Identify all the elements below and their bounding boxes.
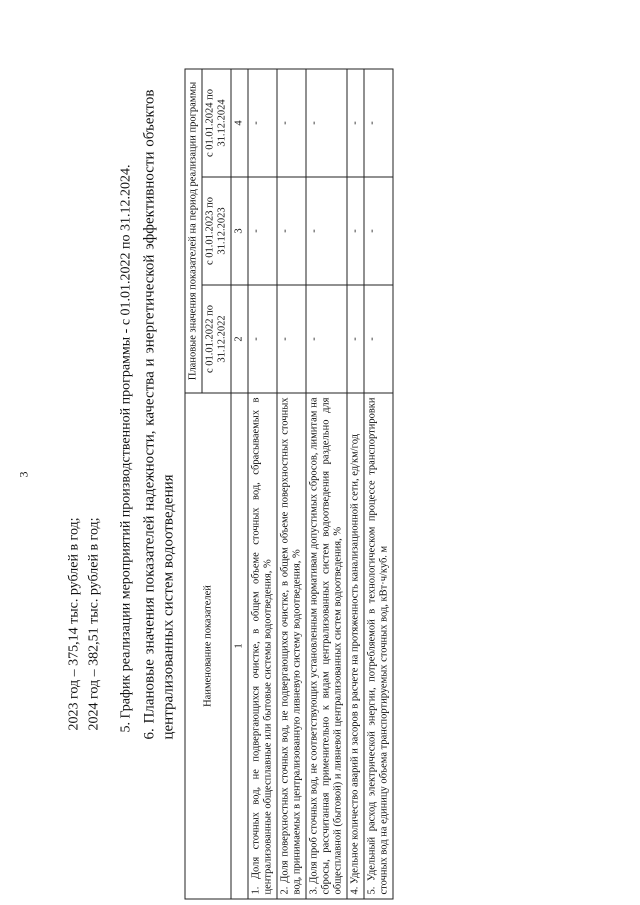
indicator-name: 2. Доля поверхностных сточных вод, не подвергающихся очистке, в общем объеме поверхностных сточных вод, принимаемых в централизованную ливневую систему водоотведения, % [277, 393, 306, 899]
period-2024-header: с 01.01.2024 по 31.12.2024 [202, 68, 231, 176]
value-2024: - [277, 68, 306, 176]
table-row [306, 68, 347, 898]
value-2023: - [277, 177, 306, 285]
value-2022: - [277, 285, 306, 393]
value-2024: - [248, 68, 277, 176]
indicator-name: 4. Удельное количество аварий и засоров в расчете на протяженность канализационной сети, ед/км/год [347, 393, 364, 899]
cost-2023-line: 2023 год – 375,14 тыс. рублей в год; [66, 516, 81, 730]
section-5-heading: 5. График реализации мероприятий производственной программы - с 01.01.2022 по 31.12.2024. [118, 163, 133, 732]
section-6-heading: 6. Плановые значения показателей надежности, качества и энергетической эффективности объектов централизованных систем водоотведения [141, 89, 176, 739]
table-row [364, 68, 393, 898]
value-2022: - [248, 285, 277, 393]
header-row-1 [185, 68, 202, 898]
column-number: 4 [231, 68, 248, 176]
value-2024: - [347, 68, 364, 176]
period-2023-header: с 01.01.2023 по 31.12.2023 [202, 177, 231, 285]
indicator-name: 1. Доля сточных вод, не подвергающихся очистке, в общем объеме сточных вод, сбрасываемых в централизованные общесплавные или бытовые системы водоотведения, % [248, 393, 277, 899]
indicator-name: 5. Удельный расход электрической энергии, потребляемой в технологическом процессе транспортировки сточных вод на единицу объема транспортируемых сточных вод, кВт·ч/куб. м [364, 393, 393, 899]
value-2022: - [347, 285, 364, 393]
value-2024: - [306, 68, 347, 176]
value-2023: - [364, 177, 393, 285]
indicator-name: 3. Доля проб сточных вод, не соответствующих установленным нормативам допустимых сбросов, лимитам на сбросы, рассчитанная применительно к видам централизованных систем водоотведения раздельно для общесплавной (бытовой) и ливневой централизованных систем водоотведения, % [306, 393, 347, 899]
column-number: 2 [231, 285, 248, 393]
value-2022: - [364, 285, 393, 393]
period-2022-header: с 01.01.2022 по 31.12.2022 [202, 285, 231, 393]
value-2024: - [364, 68, 393, 176]
table-row [347, 68, 364, 898]
value-2023: - [347, 177, 364, 285]
column-number: 3 [231, 177, 248, 285]
value-2023: - [306, 177, 347, 285]
indicators-table [184, 68, 393, 899]
column-number-row [231, 68, 248, 898]
table-row [248, 68, 277, 898]
value-2023: - [248, 177, 277, 285]
group-header: Плановые значения показателей на период реализации программы [185, 68, 202, 392]
table-row [277, 68, 306, 898]
value-2022: - [306, 285, 347, 393]
column-name-header: Наименование показателей [185, 393, 231, 899]
column-number: 1 [231, 393, 248, 899]
cost-2024-line: 2024 год – 382,51 тыс. рублей в год; [86, 516, 101, 730]
page-number: 3 [16, 471, 30, 477]
